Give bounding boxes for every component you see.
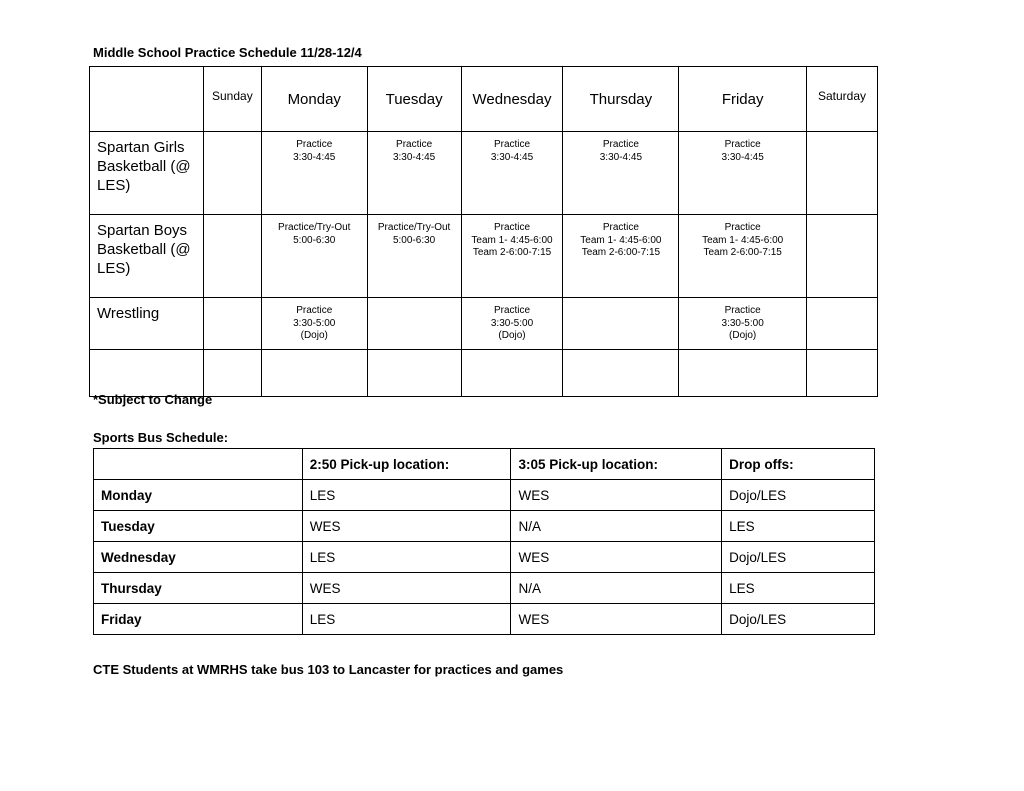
schedule-cell (261, 350, 367, 397)
header-corner-cell (90, 67, 204, 132)
schedule-cell (203, 350, 261, 397)
schedule-line: 3:30-5:00 (293, 317, 336, 329)
schedule-cell (679, 215, 807, 298)
schedule-line: Practice (602, 139, 639, 150)
bus-day: Wednesday (94, 542, 303, 573)
schedule-line: 3:30-5:00 (490, 317, 534, 329)
header-tuesday: Tuesday (367, 67, 461, 132)
cte-students-note: CTE Students at WMRHS take bus 103 to Lancaster for practices and games (93, 662, 564, 677)
bus-header-cell: 2:50 Pick-up location: (302, 449, 511, 480)
schedule-cell (563, 350, 679, 397)
bus-header-cell: Drop offs: (722, 449, 875, 480)
bus-day: Friday (94, 604, 303, 635)
schedule-cell (203, 298, 261, 350)
schedule-line: (Dojo) (498, 330, 526, 341)
schedule-line: Team 1- 4:45-6:00 (580, 234, 662, 246)
schedule-cell (261, 298, 367, 350)
schedule-cell (807, 215, 878, 298)
subject-to-change-note: *Subject to Change (93, 392, 213, 407)
bus-cell: WES (511, 604, 722, 635)
schedule-cell (679, 350, 807, 397)
practice-schedule-table (89, 66, 878, 397)
header-sunday: Sunday (203, 67, 261, 132)
schedule-cell (367, 132, 461, 215)
schedule-line: (Dojo) (300, 330, 328, 341)
sport-name: Wrestling (90, 298, 204, 350)
sport-name (90, 350, 204, 397)
schedule-line: 3:30-4:45 (392, 151, 436, 163)
schedule-cell (203, 215, 261, 298)
schedule-line: 3:30-4:45 (490, 151, 534, 163)
schedule-line: 3:30-4:45 (293, 151, 336, 163)
schedule-cell (461, 215, 563, 298)
bus-row (94, 573, 875, 604)
sport-name: Spartan Girls Basketball (@ LES) (90, 132, 204, 215)
header-monday: Monday (261, 67, 367, 132)
schedule-cell (367, 298, 461, 350)
bus-cell: LES (722, 573, 875, 604)
schedule-cell (563, 215, 679, 298)
bus-cell: WES (511, 480, 722, 511)
schedule-line: Team 1- 4:45-6:00 (702, 234, 784, 246)
schedule-cell (461, 298, 563, 350)
schedule-cell (461, 132, 563, 215)
schedule-cell (679, 298, 807, 350)
schedule-line: Team 2-6:00-7:15 (472, 247, 552, 258)
schedule-cell (563, 298, 679, 350)
bus-day: Thursday (94, 573, 303, 604)
schedule-line: 3:30-4:45 (721, 151, 764, 163)
schedule-line: Practice/Try-Out (377, 222, 451, 233)
bus-cell: LES (302, 542, 511, 573)
schedule-line: Practice (724, 305, 761, 316)
header-wednesday: Wednesday (461, 67, 563, 132)
bus-day: Monday (94, 480, 303, 511)
header-thursday: Thursday (563, 67, 679, 132)
bus-row (94, 480, 875, 511)
schedule-line: 3:30-5:00 (721, 317, 764, 329)
schedule-line: Team 1- 4:45-6:00 (471, 234, 553, 246)
practice-row-girls-basketball (90, 132, 878, 215)
schedule-line: Practice (296, 139, 333, 150)
practice-row-boys-basketball (90, 215, 878, 298)
bus-cell: N/A (511, 511, 722, 542)
header-friday: Friday (679, 67, 807, 132)
bus-header-cell: 3:05 Pick-up location: (511, 449, 722, 480)
practice-row-empty (90, 350, 878, 397)
sport-name: Spartan Boys Basketball (@ LES) (90, 215, 204, 298)
bus-cell: N/A (511, 573, 722, 604)
schedule-cell (807, 132, 878, 215)
schedule-cell (367, 350, 461, 397)
practice-row-wrestling (90, 298, 878, 350)
schedule-line: 5:00-6:30 (293, 234, 336, 246)
bus-cell: WES (302, 511, 511, 542)
bus-row (94, 511, 875, 542)
schedule-cell (203, 132, 261, 215)
schedule-cell (461, 350, 563, 397)
schedule-line: Practice/Try-Out (278, 222, 351, 233)
schedule-cell (807, 298, 878, 350)
bus-cell: WES (511, 542, 722, 573)
schedule-cell (563, 132, 679, 215)
bus-header-cell (94, 449, 303, 480)
schedule-line: 5:00-6:30 (392, 234, 436, 246)
header-saturday: Saturday (807, 67, 878, 132)
schedule-cell (367, 215, 461, 298)
schedule-cell (679, 132, 807, 215)
bus-schedule-title: Sports Bus Schedule: (93, 430, 229, 445)
schedule-cell (807, 350, 878, 397)
bus-cell: LES (302, 604, 511, 635)
practice-header-row (90, 67, 878, 132)
bus-day: Tuesday (94, 511, 303, 542)
bus-cell: LES (722, 511, 875, 542)
bus-header-row (94, 449, 875, 480)
schedule-line: Practice (493, 222, 531, 233)
bus-cell: Dojo/LES (722, 480, 875, 511)
bus-cell: Dojo/LES (722, 542, 875, 573)
schedule-line: Practice (493, 139, 531, 150)
schedule-line: Team 2-6:00-7:15 (703, 247, 782, 258)
schedule-line: 3:30-4:45 (599, 151, 643, 163)
schedule-line: Practice (724, 222, 761, 233)
page-title: Middle School Practice Schedule 11/28-12/4 (93, 45, 362, 60)
bus-row (94, 604, 875, 635)
schedule-line: (Dojo) (729, 330, 757, 341)
bus-cell: LES (302, 480, 511, 511)
schedule-cell (261, 132, 367, 215)
schedule-line: Practice (396, 139, 433, 150)
schedule-line: Practice (602, 222, 639, 233)
schedule-line: Practice (724, 139, 761, 150)
bus-row (94, 542, 875, 573)
bus-cell: Dojo/LES (722, 604, 875, 635)
schedule-line: Team 2-6:00-7:15 (581, 247, 661, 258)
bus-cell: WES (302, 573, 511, 604)
schedule-line: Practice (493, 305, 531, 316)
schedule-cell (261, 215, 367, 298)
bus-schedule-table (93, 448, 875, 635)
schedule-line: Practice (296, 305, 333, 316)
